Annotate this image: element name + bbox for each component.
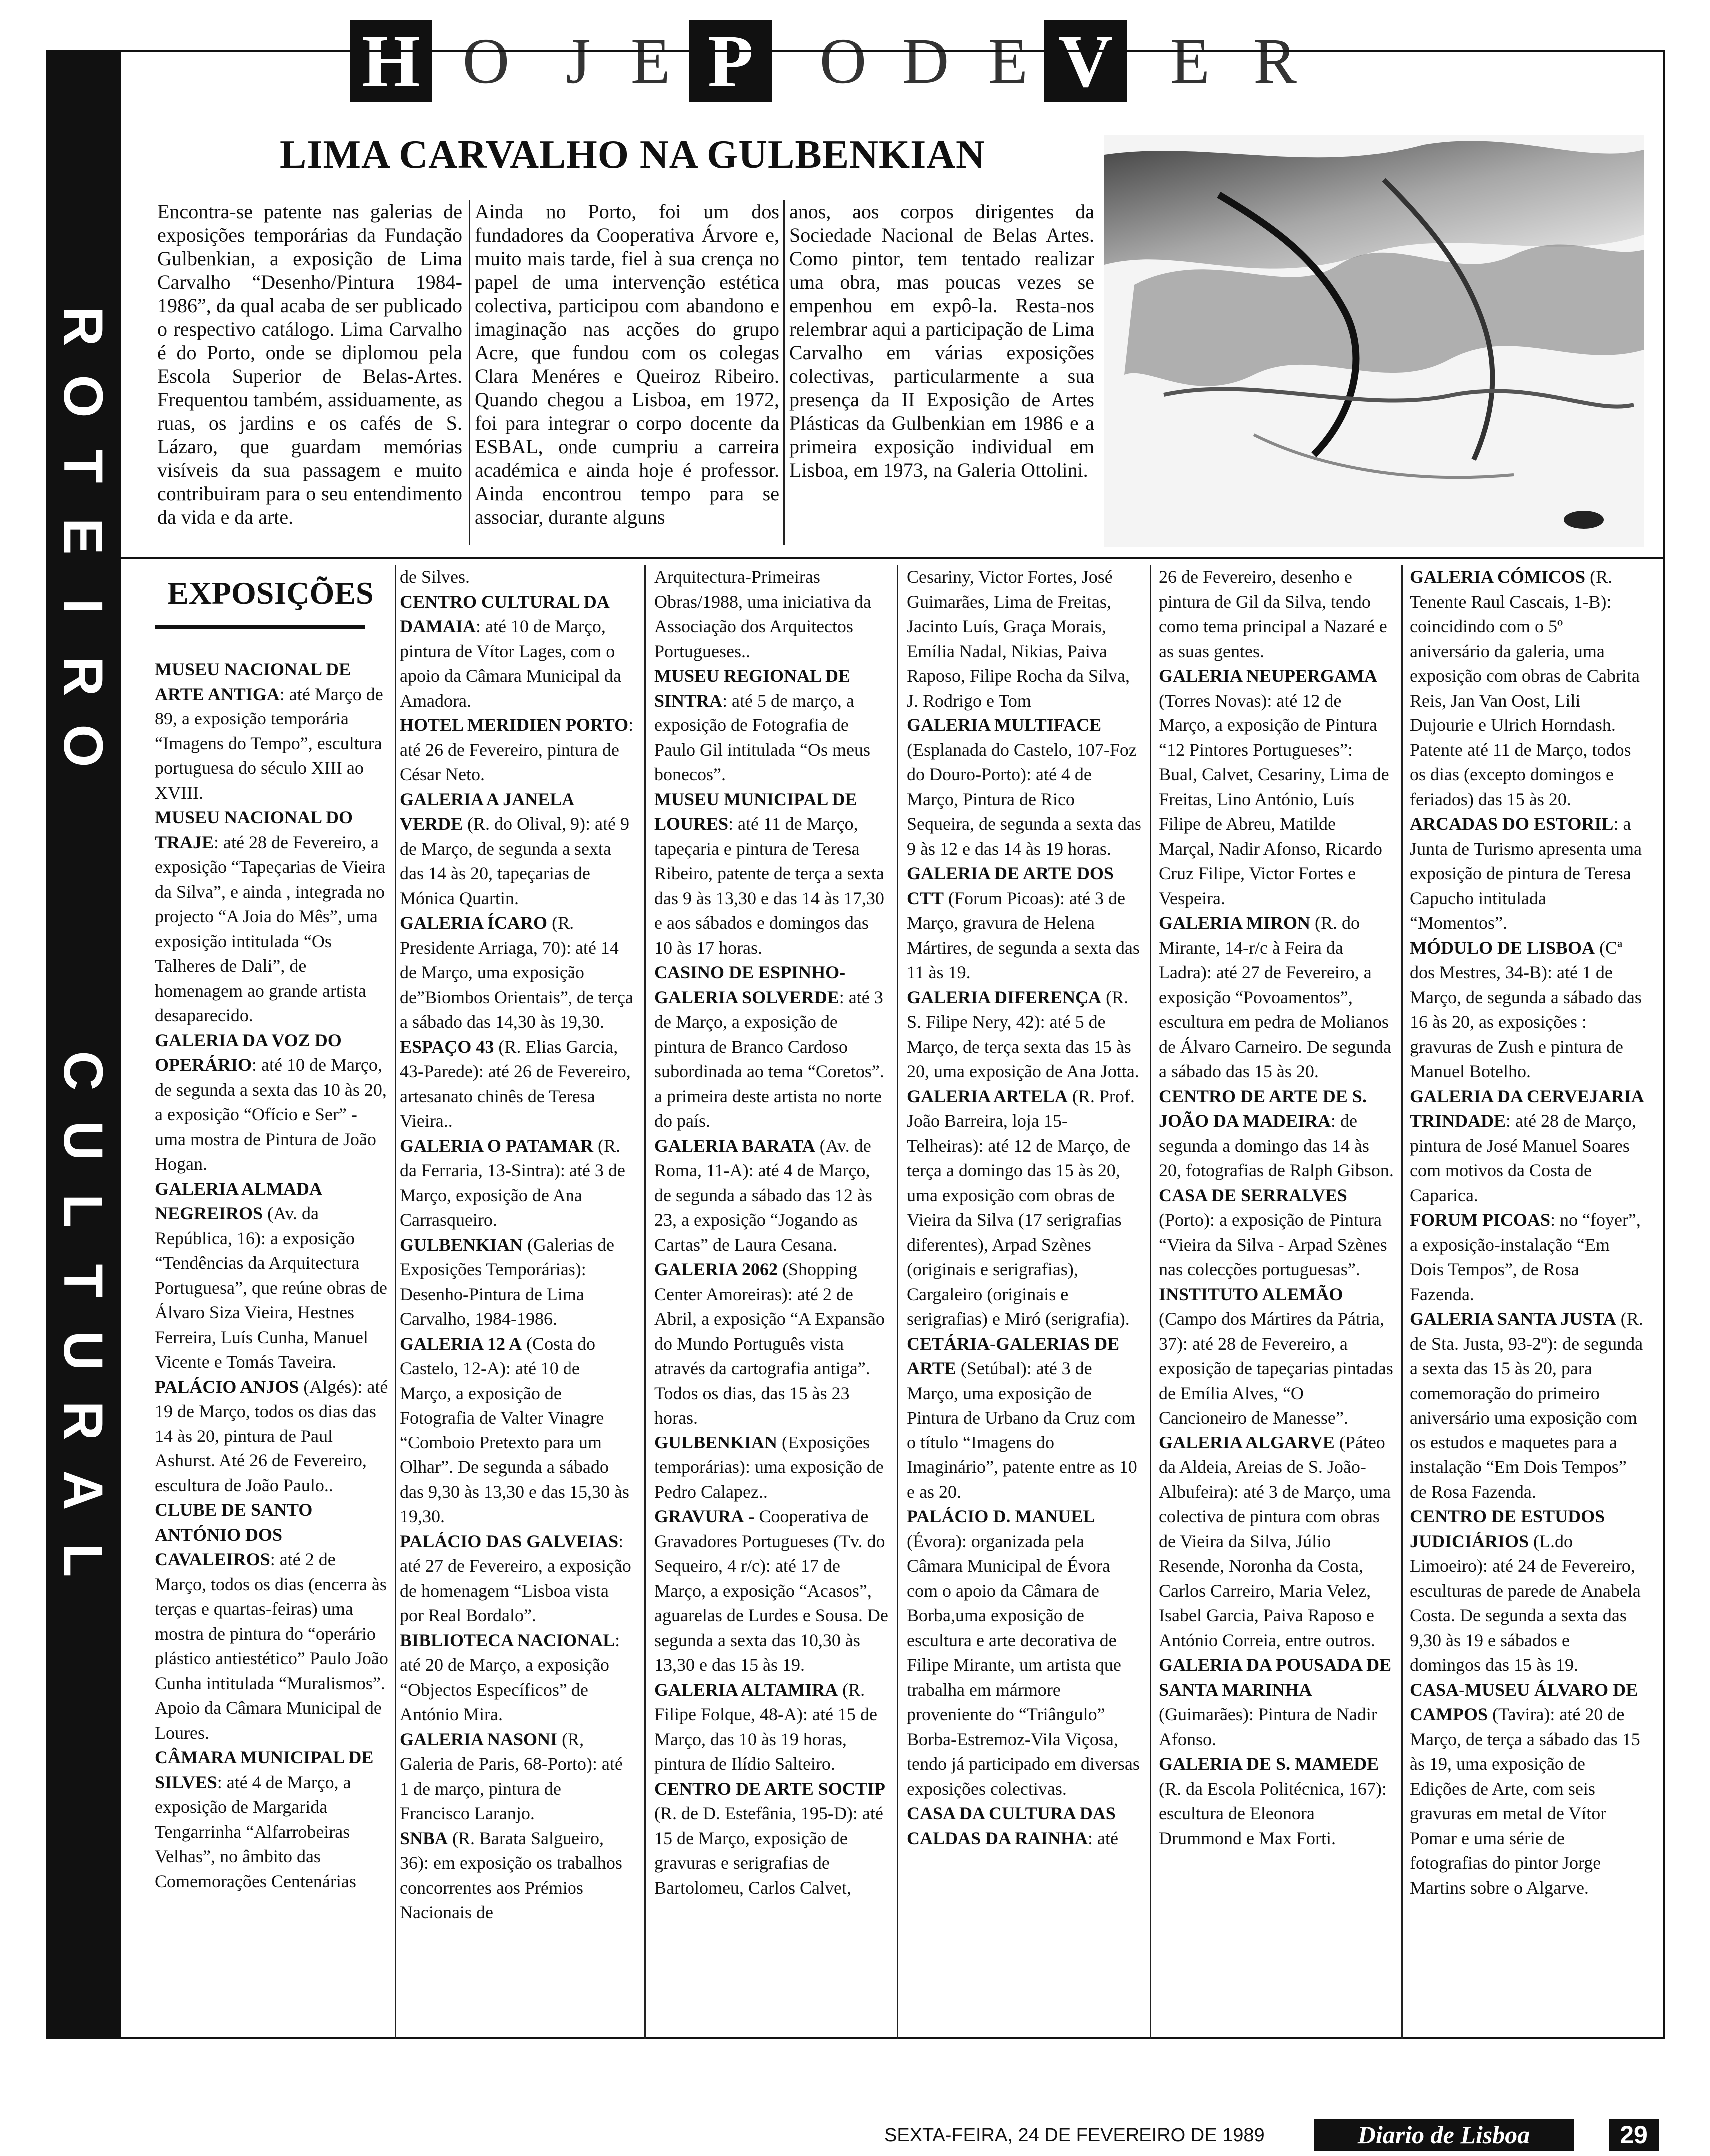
venue-name: GALERIA DE ARTE DOS CTT — [907, 863, 1114, 908]
venue-name: HOTEL MERIDIEN PORTO — [400, 715, 629, 735]
listing-column-1 — [155, 657, 390, 1894]
venue-name: GULBENKIAN — [654, 1432, 778, 1452]
sidebar-letter: I — [52, 598, 114, 614]
venue-details: (Campo dos Mártires da Pátria, 37): até 28 de Fevereiro, a exposição de tapeçarias pintadas de Emília Alves, “O Cancioneiro de Manesse”. — [1159, 1309, 1393, 1428]
sidebar-letter: T — [52, 1264, 114, 1298]
venue-details: de Silves. — [400, 567, 470, 587]
listing-entry — [155, 1028, 390, 1177]
venue-details: (L.do Limoeiro): até 24 de Fevereiro, esculturas de parede de Anabela Costa. De segunda a sexta das 9,30 às 19 e sábados e domingos das 15 às 19. — [1410, 1531, 1641, 1675]
venue-name: GALERIA MIRON — [1159, 913, 1311, 933]
venue-details: (Av. da República, 16): a exposição “Tendências da Arquitectura Portuguesa”, que reúne obras de Álvaro Siza Vieira, Hestnes Ferreira, Luís Cunha, Manuel Vicente e Tomás Taveira. — [155, 1203, 387, 1372]
venue-details: (R. Prof. João Barreira, loja 15-Telheiras): até 12 de Março, de terça a domingo das 15 às 20, uma exposição com obras de Vieira da Silva (17 serigrafias diferentes), Arpad Szènes (originais e serigrafias), Cargaleiro (originais e serigrafias) e Miró (serigrafia). — [907, 1086, 1135, 1329]
listing-entry — [155, 1498, 390, 1745]
venue-details: (Cª dos Mestres, 34-B): até 1 de Março, de segunda a sábado das 16 às 20, as exposições : gravuras de Zush e pintura de Manuel Botelho. — [1410, 937, 1642, 1081]
listing-entry — [155, 1375, 390, 1498]
listing-entry — [907, 1504, 1141, 1801]
listing-entry — [1159, 565, 1394, 664]
venue-name: ESPAÇO 43 — [400, 1036, 494, 1057]
venue-name: INSTITUTO ALEMÃO — [1159, 1284, 1343, 1304]
listing-entry — [1159, 1282, 1394, 1431]
listing-entry — [400, 1628, 634, 1727]
listing-entry — [907, 1084, 1141, 1332]
listing-entry — [400, 713, 634, 787]
feature-column-3: anos, aos corpos dirigentes da Sociedade Nacional de Belas Artes. Como pintor, tem tentado realizar uma obra, mas poucas vezes se empenhou em expô-la. Resta-nos relembrar aqui a participação de Lima Carvalho em várias exposições colectivas, particularmente a sua presença da II Exposição de Artes Plásticas da Gulbenkian em 1986 e a primeira exposição individual em Lisboa, em 1973, na Galeria Ottolini. — [789, 200, 1094, 481]
venue-details: : até 26 de Fevereiro, pintura de César Neto. — [400, 715, 634, 784]
sidebar-letter: L — [52, 1543, 114, 1577]
masthead-letter: H — [350, 20, 432, 102]
venue-details: : até 28 de Março, pintura de José Manuel Soares com motivos da Costa de Caparica. — [1410, 1111, 1636, 1205]
listing-entry — [400, 1134, 634, 1233]
venue-details: Cesariny, Victor Fortes, José Guimarães, Lima de Freitas, Jacinto Luís, Graça Morais, Emília Nadal, Nikias, Paiva Raposo, Filipe Rocha da Silva, J. Rodrigo e Tom — [907, 567, 1130, 711]
venue-details: (R. Barata Salgueiro, 36): em exposição os trabalhos concorrentes aos Prémios Nacionais de — [400, 1828, 622, 1922]
venue-details: (R. de D. Estefânia, 195-D): até 15 de Março, exposição de gravuras e serigrafias de Bartolomeu, Carlos Calvet, — [654, 1803, 883, 1898]
venue-name: GALERIA DIFERENÇA — [907, 987, 1102, 1007]
venue-details: (R. Tenente Raul Cascais, 1-B): coincidindo com o 5º aniversário da galeria, uma exposição com obras de Cabrita Reis, Jan Van Oost, Lili Dujourie e Ulrich Horndash. Patente até 11 de Março, todos os dias (excepto domingos e feriados) das 15 às 20. — [1410, 567, 1640, 809]
sidebar-letter: C — [52, 1051, 114, 1091]
venue-details: : até 3 de Março, a exposição de pintura de Branco Cardoso subordinada ao tema “Coretos”. a primeira deste artista no norte do país. — [654, 987, 884, 1131]
listing-entry — [400, 1332, 634, 1529]
listing-entry — [400, 1727, 634, 1826]
venue-details: (R. Elias Garcia, 43-Parede): até 26 de Fevereiro, artesanato chinês de Teresa Vieira.. — [400, 1036, 631, 1131]
listing-entry — [654, 1431, 889, 1505]
venue-name: GALERIA DA POUSADA DE SANTA MARINHA — [1159, 1655, 1392, 1700]
venue-details: (Av. de Roma, 11-A): até 4 de Março, de segunda a sábado das 12 às 23, a exposição “Jogando as Cartas” de Laura Cesana. — [654, 1135, 872, 1255]
listing-entry — [155, 1177, 390, 1375]
masthead-letter: O — [819, 25, 867, 97]
venue-name: GALERIA ALMADA NEGREIROS — [155, 1178, 322, 1223]
venue-name: BIBLIOTECA NACIONAL — [400, 1630, 615, 1650]
feature-artwork-image — [1104, 135, 1644, 547]
venue-details: - Cooperativa de Gravadores Portugueses (Tv. do Sequeiro, 4 r/c): até 17 de Março, a exposição “Acasos”, aguarelas de Lurdes e Sousa. De segunda a sexta das 10,30 às 13,30 e das 15 às 19. — [654, 1506, 888, 1675]
sidebar-roteiro-cultural — [46, 50, 121, 2039]
venue-details: : até Março de 89, a exposição temporária “Imagens do Tempo”, escultura portuguesa do século XIII ao XVIII. — [155, 684, 383, 803]
venue-details: (R. da Ferraria, 13-Sintra): até 3 de Março, exposição de Ana Carrasqueiro. — [400, 1135, 625, 1230]
column-rule — [1150, 565, 1151, 2039]
venue-name: MÓDULO DE LISBOA — [1410, 937, 1595, 958]
masthead-letter: V — [1044, 20, 1127, 102]
venue-name: CENTRO DE ARTE DE S. JOÃO DA MADEIRA — [1159, 1086, 1367, 1131]
venue-name: GALERIA DA VOZ DO OPERÁRIO — [155, 1030, 342, 1075]
listing-entry — [1410, 1208, 1645, 1307]
listing-entry — [1410, 1504, 1645, 1678]
feature-column-2: Ainda no Porto, foi um dos fundadores da Cooperativa Árvore e, muito mais tarde, fiel à sua crença no papel de uma intervenção estética colectiva, participou com abandono e imaginação nas acções do grupo Acre, que fundou com os colegas Clara Menéres e Queiroz Ribeiro. Quando chegou a Lisboa, em 1972, foi para integrar o corpo docente da ESBAL, onde cumpriu a carreira académica e ainda hoje é professor. Ainda encontrou tempo para se associar, durante alguns — [475, 200, 779, 528]
listing-entry — [654, 565, 889, 664]
listing-entry — [654, 664, 889, 787]
masthead-letter: D — [902, 25, 949, 97]
listing-entry — [155, 1745, 390, 1894]
venue-details: (Torres Novas): até 12 de Março, a exposição de Pintura “12 Pintores Portugueses”: Bual, Calvet, Cesariny, Lima de Freitas, Lino António, Luís Filipe de Abreu, Matilde Marçal, Nadir Afonso, Ricardo Cruz Filipe, Victor Fortes e Vespeira. — [1159, 690, 1389, 908]
venue-details: (R. do Mirante, 14-r/c à Feira da Ladra): até 27 de Fevereiro, a exposição “Povoamentos”, escultura em pedra de Molianos de Álvaro Carneiro. De segunda a sábado das 15 às 20. — [1159, 913, 1391, 1081]
sidebar-letter: R — [52, 656, 114, 696]
venue-name: GALERIA O PATAMAR — [400, 1135, 594, 1156]
listing-entry — [1410, 1678, 1645, 1901]
venue-details: : até 10 de Março, de segunda a sexta das 10 às 20, a exposição “Ofício e Ser” - uma mostra de Pintura de João Hogan. — [155, 1055, 387, 1174]
venue-name: PALÁCIO D. MANUEL — [907, 1506, 1095, 1526]
venue-details: : a Junta de Turismo apresenta uma exposição de pintura de Teresa Capucho intitulada “Momentos”. — [1410, 814, 1642, 933]
listing-entry — [1159, 1653, 1394, 1752]
venue-details: (R. Filipe Folque, 48-A): até 15 de Março, das 10 às 19 horas, pintura de Ilídio Salteiro. — [654, 1679, 877, 1774]
listing-entry — [400, 1035, 634, 1134]
venue-details: Arquitectura-Primeiras Obras/1988, uma iniciativa da Associação dos Arquitectos Portugueses.. — [654, 567, 871, 661]
column-rule — [469, 200, 470, 545]
listing-entry — [1159, 1084, 1394, 1183]
masthead-letter: E — [1170, 25, 1210, 97]
masthead-letter: J — [566, 25, 591, 97]
listing-entry — [1159, 1183, 1394, 1282]
venue-details: : até 27 de Fevereiro, a exposição de homenagem “Lisboa vista por Real Bordalo”. — [400, 1531, 631, 1625]
venue-name: ARCADAS DO ESTORIL — [1410, 814, 1614, 834]
column-rule — [897, 565, 898, 2039]
sidebar-letter: R — [52, 1401, 114, 1440]
listing-entry — [907, 1801, 1141, 1851]
sidebar-letter: L — [52, 1194, 114, 1228]
venue-name: CENTRO DE ARTE SOCTIP — [654, 1778, 885, 1799]
venue-details: : até 20 de Março, a exposição “Objectos Específicos” de António Mira. — [400, 1630, 620, 1724]
venue-details: (Esplanada do Castelo, 107-Foz do Douro-Porto): até 4 de Março, Pintura de Rico Sequeira, de segunda a sexta das 9 às 12 e das 14 às 19 horas. — [907, 739, 1141, 859]
listing-entry — [654, 960, 889, 1134]
venue-name: CENTRO DE ESTUDOS JUDICIÁRIOS — [1410, 1506, 1605, 1551]
venue-details: (Forum Picoas): até 3 de Março, gravura de Helena Mártires, de segunda a sexta das 11 às 19. — [907, 888, 1140, 982]
venue-details: : até — [1088, 1828, 1119, 1848]
newspaper-name: Diario de Lisboa — [1314, 2119, 1574, 2151]
page-number: 29 — [1609, 2119, 1659, 2151]
column-rule — [395, 565, 396, 2039]
venue-name: GRAVURA — [654, 1506, 744, 1526]
venue-name: SNBA — [400, 1828, 448, 1848]
listing-entry — [400, 565, 634, 590]
venue-name: GALERIA ALGARVE — [1159, 1432, 1335, 1452]
venue-name: MUSEU MUNICIPAL DE LOURES — [654, 789, 857, 834]
listing-entry — [1159, 664, 1394, 911]
venue-details: (Páteo da Aldeia, Areias de S. João-Albufeira): até 3 de Março, uma colectiva de pintura com obras de Vieira da Silva, Júlio Resende, Noronha da Costa, Carlos Carreiro, Maria Velez, Isabel Garcia, Paiva Raposo e António Correia, entre outros. — [1159, 1432, 1391, 1650]
listing-entry — [907, 985, 1141, 1084]
listing-entry — [1410, 1084, 1645, 1208]
venue-name: CETÁRIA-GALERIAS DE ARTE — [907, 1333, 1120, 1378]
venue-name: GALERIA DE S. MAMEDE — [1159, 1754, 1379, 1774]
venue-name: GALERIA MULTIFACE — [907, 715, 1102, 735]
column-rule — [783, 200, 785, 545]
venue-name: GULBENKIAN — [400, 1234, 523, 1255]
venue-details: : até 4 de Março, a exposição de Margarida Tengarrinha “Alfarrobeiras Velhas”, no âmbito das Comemorações Centenárias — [155, 1772, 356, 1891]
listing-entry — [654, 1257, 889, 1431]
listing-entry — [1410, 1307, 1645, 1504]
feature-column-1: Encontra-se patente nas galerias de exposições temporárias da Fundação Gulbenkian, a exposição de Lima Carvalho “Desenho/Pintura 1984-1986”, da qual acaba de ser publicado o respectivo catálogo. Lima Carvalho é do Porto, onde se diplomou pela Escola Superior de Belas-Artes. Frequentou também, assiduamente, as ruas, os jardins e os cafés de S. Lázaro, que guardam memórias visíveis da sua passagem e muito contribuiram para o seu entendimento da vida e da arte. — [157, 200, 462, 528]
listing-entry — [400, 1233, 634, 1332]
listing-entry — [907, 713, 1141, 861]
masthead-letter: R — [1253, 25, 1297, 97]
venue-details: (R. do Olival, 9): até 9 de Março, de segunda a sexta das 14 às 20, tapeçarias de Mónica Quartin. — [400, 814, 629, 908]
listing-entry — [654, 1678, 889, 1777]
sidebar-letter: U — [52, 1121, 114, 1161]
venue-name: GALERIA ALTAMIRA — [654, 1679, 838, 1700]
venue-details: : até 5 de março, a exposição de Fotografia de Paulo Gil intitulada “Os meus bonecos”. — [654, 690, 870, 784]
venue-name: GALERIA ÍCARO — [400, 913, 548, 933]
listing-entry — [400, 1529, 634, 1628]
venue-details: (R, Galeria de Paris, 68-Porto): até 1 de março, pintura de Francisco Laranjo. — [400, 1729, 623, 1823]
venue-name: CASINO DE ESPINHO-GALERIA SOLVERDE — [654, 962, 846, 1007]
listing-entry — [400, 787, 634, 911]
listing-entry — [654, 1504, 889, 1678]
sidebar-letter: T — [52, 449, 114, 483]
venue-name: GALERIA CÓMICOS — [1410, 567, 1586, 587]
section-divider — [121, 557, 1665, 559]
venue-name: CASA-MUSEU ÁLVARO DE CAMPOS — [1410, 1679, 1638, 1724]
venue-name: CÂMARA MUNICIPAL DE SILVES — [155, 1747, 374, 1792]
venue-name: GALERIA BARATA — [654, 1135, 815, 1156]
venue-name: GALERIA DA CERVEJARIA TRINDADE — [1410, 1086, 1643, 1131]
venue-details: (Exposições temporárias): uma exposição de Pedro Calapez.. — [654, 1432, 884, 1502]
venue-name: CLUBE DE SANTO ANTÓNIO DOS CAVALEIROS — [155, 1500, 313, 1569]
listing-entry — [654, 1777, 889, 1901]
listing-entry — [907, 861, 1141, 985]
listing-entry — [1410, 565, 1645, 812]
listing-entry — [1410, 936, 1645, 1084]
venue-name: MUSEU NACIONAL DO TRAJE — [155, 807, 353, 852]
column-rule — [644, 565, 646, 2039]
venue-name: CASA DA CULTURA DAS CALDAS DA RAINHA — [907, 1803, 1116, 1848]
venue-details: (Algés): até 19 de Março, todos os dias das 14 às 20, pintura de Paul Ashurst. Até 26 de Fevereiro, escultura de João Paulo.. — [155, 1376, 388, 1495]
sidebar-letter: A — [52, 1470, 114, 1510]
listing-entry — [654, 787, 889, 961]
venue-name: GALERIA A JANELA VERDE — [400, 789, 574, 834]
venue-details: 26 de Fevereiro, desenho e pintura de Gil da Silva, tendo como tema principal a Nazaré e as suas gentes. — [1159, 567, 1387, 661]
sidebar-letter: E — [52, 518, 114, 555]
venue-details: : até 11 de Março, tapeçaria e pintura de Teresa Ribeiro, patente de terça a sexta das 9 às 13,30 e das 14 às 17,30 e aos sábados e domingos das 10 às 17 horas. — [654, 814, 884, 958]
listing-entry — [1159, 1752, 1394, 1851]
listing-entry — [400, 590, 634, 714]
listing-entry — [400, 1826, 634, 1925]
venue-details: (Setúbal): até 3 de Março, uma exposição de Pintura de Urbano da Cruz com o título “Imagens do Imaginário”, patente entre as 10 e as 20. — [907, 1358, 1137, 1502]
feature-title: LIMA CARVALHO NA GULBENKIAN — [280, 133, 985, 177]
venue-name: PALÁCIO ANJOS — [155, 1376, 299, 1397]
venue-name: GALERIA 12 A — [400, 1333, 522, 1354]
venue-name: MUSEU NACIONAL DE ARTE ANTIGA — [155, 659, 351, 704]
venue-details: (R. S. Filipe Nery, 42): até 5 de Março, de terça sexta das 15 às 20, uma exposição de Ana Jotta. — [907, 987, 1139, 1081]
venue-name: GALERIA NEUPERGAMA — [1159, 666, 1378, 686]
masthead-letter: E — [630, 25, 671, 97]
sidebar-letter: U — [52, 1331, 114, 1371]
venue-details: (Guimarães): Pintura de Nadir Afonso. — [1159, 1704, 1377, 1749]
venue-details: (Costa do Castelo, 12-A): até 10 de Março, a exposição de Fotografia de Valter Vinagre “Comboio Pretexto para um Olhar”. De segunda a sábado das 9,30 às 13,30 e das 15,30 às 19,30. — [400, 1333, 629, 1526]
sidebar-letter: O — [52, 375, 114, 418]
venue-details: : até 10 de Março, pintura de Vítor Lages, com o apoio da Câmara Municipal da Amadora. — [400, 616, 621, 711]
venue-details: : no “foyer”, a exposição-instalação “Em Dois Tempos”, de Rosa Fazenda. — [1410, 1210, 1641, 1304]
venue-details: (R. Presidente Arriaga, 70): até 14 de Março, uma exposição de”Biombos Orientais”, de terça a sábado das 14,30 às 19,30. — [400, 913, 633, 1032]
venue-name: CENTRO CULTURAL DA DAMAIA — [400, 591, 609, 636]
venue-name: MUSEU REGIONAL DE SINTRA — [654, 666, 851, 711]
masthead-letter: P — [689, 20, 772, 102]
venue-name: FORUM PICOAS — [1410, 1210, 1550, 1230]
venue-details: : até 2 de Março, todos os dias (encerra às terças e quartas-feiras) uma mostra de pintura do “operário plástico antiestético” Paulo João Cunha intitulada “Muralismos”. Apoio da Câmara Municipal de Loures. — [155, 1549, 388, 1743]
venue-details: (R. da Escola Politécnica, 167): escultura de Eleonora Drummond e Max Forti. — [1159, 1778, 1387, 1848]
section-title-underline — [155, 625, 365, 629]
venue-name: CASA DE SERRALVES — [1159, 1185, 1347, 1205]
venue-details: : até 28 de Fevereiro, a exposição “Tapeçarias de Vieira da Silva”, e ainda , integrada no projecto “A Joia do Mês”, uma exposição intitulada “Os Talheres de Dali”, de homenagem ao grande artista desaparecido. — [155, 832, 386, 1025]
listing-entry — [907, 565, 1141, 713]
listing-entry — [907, 1332, 1141, 1505]
listing-column-3 — [654, 565, 889, 1900]
listing-entry — [155, 657, 390, 805]
listing-column-4 — [907, 565, 1141, 1851]
venue-details: : de segunda a domingo das 14 às 20, fotografias de Ralph Gibson. — [1159, 1111, 1394, 1180]
venue-details: (Galerias de Exposições Temporárias): Desenho-Pintura de Lima Carvalho, 1984-1986. — [400, 1234, 614, 1329]
listing-entry — [1159, 911, 1394, 1084]
venue-details: (R. de Sta. Justa, 93-2º): de segunda a sexta das 15 às 20, para comemoração do primeiro aniversário uma exposição com os estudos e maquetes para a instalação “Em Dois Tempos” de Rosa Fazenda. — [1410, 1309, 1643, 1502]
listing-column-2 — [400, 565, 634, 1925]
listing-column-5 — [1159, 565, 1394, 1851]
footer-date: SEXTA-FEIRA, 24 DE FEVEREIRO DE 1989 — [884, 2125, 1265, 2146]
venue-name: GALERIA NASONI — [400, 1729, 558, 1749]
sidebar-letter: R — [52, 306, 114, 346]
sidebar-letter: O — [52, 724, 114, 767]
venue-details: (Shopping Center Amoreiras): até 2 de Abril, a exposição “A Expansão do Mundo Português vista através da cartografia antiga”. Todos os dias, das 15 às 23 horas. — [654, 1259, 885, 1428]
venue-name: PALÁCIO DAS GALVEIAS — [400, 1531, 619, 1551]
listing-entry — [654, 1134, 889, 1258]
venue-name: GALERIA SANTA JUSTA — [1410, 1309, 1616, 1329]
venue-details: (Porto): a exposição de Pintura “Vieira da Silva - Arpad Szènes nas colecções portuguesas”. — [1159, 1210, 1387, 1279]
listing-entry — [400, 911, 634, 1035]
masthead-letter: E — [988, 25, 1028, 97]
masthead-letter: O — [462, 25, 510, 97]
column-rule — [1401, 565, 1403, 2039]
venue-name: GALERIA 2062 — [654, 1259, 778, 1279]
listing-column-6 — [1410, 565, 1645, 1900]
venue-details: (Tavira): até 20 de Março, de terça a sábado das 15 às 19, uma exposição de Edições de Arte, com seis gravuras em metal de Vítor Pomar e uma série de fotografias do pintor Jorge Martins sobre o Algarve. — [1410, 1704, 1640, 1898]
listing-entry — [1410, 812, 1645, 936]
section-title: EXPOSIÇÕES — [167, 575, 374, 611]
venue-details: (Évora): organizada pela Câmara Municipal de Évora com o apoio da Câmara de Borba,uma exposição de escultura e arte decorativa de Filipe Mirante, um artista que trabalha em mármore proveniente do “Triângulo” Borba-Estremoz-Vila Viçosa, tendo já participado em diversas exposições colectivas. — [907, 1531, 1140, 1799]
listing-entry — [155, 805, 390, 1028]
venue-name: GALERIA ARTELA — [907, 1086, 1068, 1106]
listing-entry — [1159, 1431, 1394, 1653]
